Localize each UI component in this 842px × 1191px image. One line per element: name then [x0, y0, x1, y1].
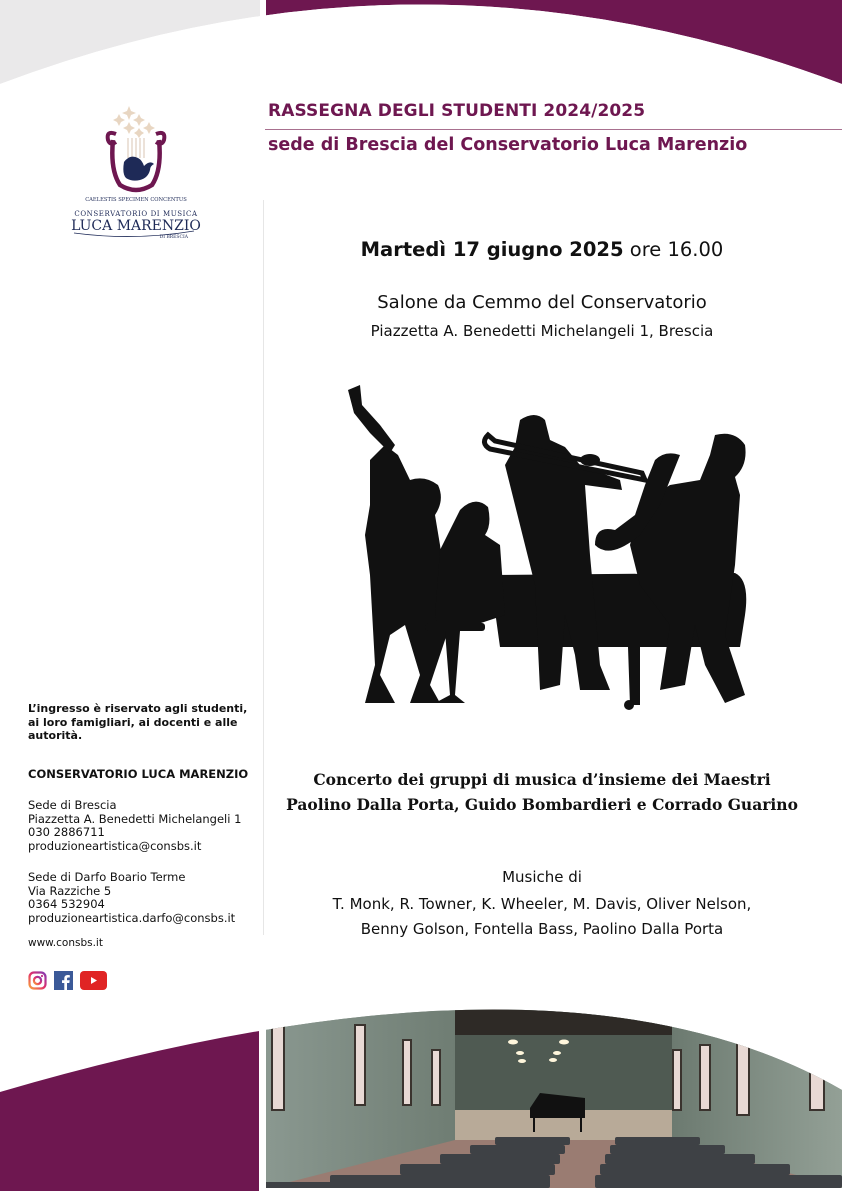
jazz-band-illustration — [340, 385, 755, 710]
darfo-email[interactable]: produzioneartistica.darfo@consbs.it — [28, 910, 236, 925]
entry-note — [28, 702, 248, 743]
concert-line-1: Concerto dei gruppi di musica d’insieme dei Maestri — [313, 770, 771, 789]
concert-description — [282, 767, 802, 817]
svg-text:CAELESTIS SPECIMEN CONCENTUS: CAELESTIS SPECIMEN CONCENTUS — [85, 197, 187, 203]
social-links — [28, 971, 107, 990]
organization-name: CONSERVATORIO LUCA MARENZIO — [28, 767, 249, 781]
youtube-icon[interactable] — [80, 971, 107, 990]
entry-note-line: autorità. — [28, 729, 83, 742]
vertical-divider — [263, 200, 264, 935]
header-rule — [265, 129, 842, 130]
darfo-address: Via Razziche 5 — [28, 883, 112, 898]
facebook-icon[interactable] — [54, 971, 73, 990]
musiche-label: Musiche di — [502, 868, 582, 886]
logo-line1: CONSERVATORIO DI MUSICA — [74, 210, 198, 218]
event-address: Piazzetta A. Benedetti Michelangeli 1, Brescia — [370, 322, 714, 340]
top-decoration — [0, 0, 842, 100]
concert-hall-photo — [266, 990, 842, 1188]
brescia-phone[interactable]: 030 2886711 — [28, 825, 105, 839]
header-subtitle: sede di Brescia del Conservatorio Luca Marenzio — [268, 135, 748, 155]
concert-line-2: Paolino Dalla Porta, Guido Bombardieri e Corrado Guarino — [286, 795, 798, 814]
event-date: Martedì 17 giugno 2025 — [360, 238, 624, 261]
event-time: ore 16.00 — [623, 238, 724, 261]
brescia-contact — [28, 799, 241, 853]
entry-note-line: ai loro famigliari, ai docenti e alle — [28, 715, 238, 729]
brescia-address: Piazzetta A. Benedetti Michelangeli 1 — [28, 811, 242, 826]
composers-list — [282, 892, 802, 942]
logo-line3: DI BRESCIA — [159, 235, 188, 240]
header-title: RASSEGNA DEGLI STUDENTI 2024/2025 — [268, 101, 646, 121]
purple-block — [0, 990, 259, 1191]
brescia-email[interactable]: produzioneartistica@consbs.it — [28, 838, 202, 853]
event-venue: Salone da Cemmo del Conservatorio — [377, 292, 707, 313]
logo-line2: LUCA MARENZIO — [71, 218, 201, 234]
brescia-name: Sede di Brescia — [28, 798, 117, 812]
bottom-decoration — [0, 990, 842, 1191]
entry-note-line: L’ingresso è riservato agli studenti, — [28, 702, 248, 715]
composers-line-1: T. Monk, R. Towner, K. Wheeler, M. Davis, Oliver Nelson, — [332, 895, 752, 913]
composers-line-2: Benny Golson, Fontella Bass, Paolino Dalla Porta — [360, 920, 724, 938]
darfo-contact — [28, 871, 235, 925]
darfo-phone[interactable]: 0364 532904 — [28, 897, 105, 911]
stars-icon — [113, 106, 155, 138]
conservatorio-logo — [66, 100, 206, 240]
lion-icon — [123, 157, 154, 181]
website-link[interactable]: www.consbs.it — [28, 937, 103, 949]
darfo-name: Sede di Darfo Boario Terme — [28, 870, 186, 884]
instagram-icon[interactable] — [28, 971, 47, 990]
event-date-time — [282, 238, 802, 261]
